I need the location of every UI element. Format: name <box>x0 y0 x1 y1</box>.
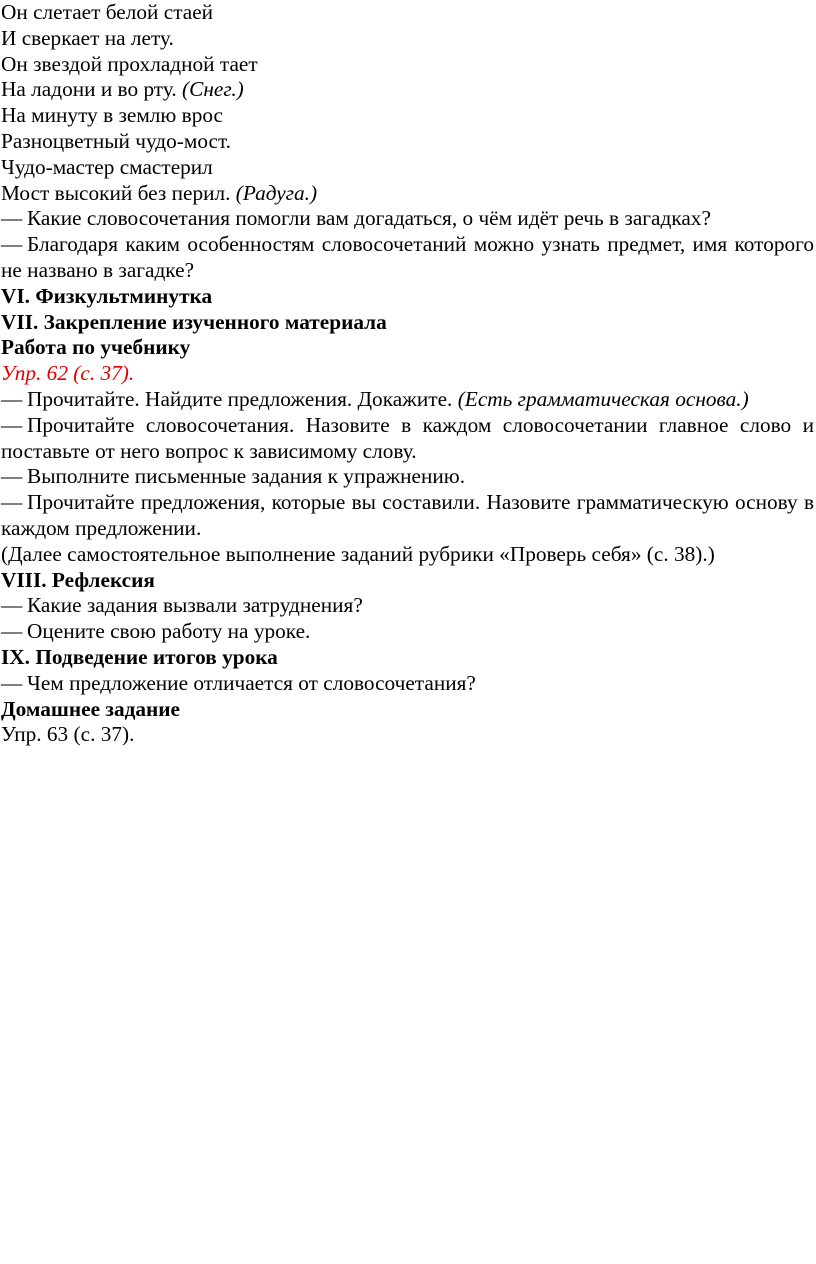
dash: — <box>1 619 23 644</box>
task-text: Прочитайте предложения, которые вы составили. Назовите грамматическую основу в каждом предложении. <box>1 490 814 540</box>
task-paragraph <box>1 490 814 542</box>
poem-line-text: На ладони и во рту. <box>1 77 177 102</box>
section-heading-7: VII. Закрепление изученного материала <box>1 309 387 334</box>
dash: — <box>1 232 23 257</box>
dash: — <box>1 464 23 489</box>
section-heading-6: VI. Физкультминутка <box>1 283 213 308</box>
poem-line: Чудо-мастер смастерил <box>1 154 213 179</box>
question-paragraph <box>1 232 814 284</box>
task-note: (Есть грамматическая основа.) <box>457 386 749 411</box>
riddle-answer: (Снег.) <box>182 77 244 102</box>
section-heading-9: IX. Подведение итогов урока <box>1 644 278 669</box>
task-paragraph <box>1 413 814 465</box>
textbook-heading: Работа по учебнику <box>1 335 191 360</box>
poem-line-text: Мост высокий без перил. <box>1 180 231 205</box>
dash: — <box>1 593 23 618</box>
question-text: Благодаря каким особенностям словосочетаний можно узнать предмет, имя которого не названо в загадке? <box>1 232 814 282</box>
dash: — <box>1 490 23 515</box>
summary-text: Чем предложение отличается от словосочетания? <box>27 670 476 695</box>
riddle-answer: (Радуга.) <box>235 180 318 205</box>
homework-heading: Домашнее задание <box>1 696 181 721</box>
poem-line <box>1 181 814 207</box>
poem-line: На минуту в землю врос <box>1 103 223 128</box>
reflection-line <box>1 619 814 645</box>
poem-line: Он слетает белой стаей <box>1 0 214 24</box>
poem-line: Разноцветный чудо-мост. <box>1 128 232 153</box>
task-line <box>1 387 814 413</box>
poem-line: И сверкает на лету. <box>1 25 174 50</box>
task-text: Прочитайте словосочетания. Назовите в каждом словосочетании главное слово и поставьте от него вопрос к зависимому слову. <box>1 412 814 463</box>
task-text: Выполните письменные задания к упражнению. <box>27 464 466 489</box>
reflection-line <box>1 593 814 619</box>
dash: — <box>1 412 23 437</box>
task-line <box>1 464 814 490</box>
question-line <box>1 206 814 232</box>
task-text: Прочитайте. Найдите предложения. Докажите. <box>27 386 453 411</box>
poem-line: Он звездой прохладной тает <box>1 51 258 76</box>
homework-text: Упр. 63 (с. 37). <box>1 722 135 747</box>
summary-line <box>1 671 814 697</box>
question-text: Какие словосочетания помогли вам догадаться, о чём идёт речь в загадках? <box>27 206 711 231</box>
exercise-reference: Упр. 62 (с. 37). <box>1 361 135 386</box>
dash: — <box>1 670 23 695</box>
dash: — <box>1 386 23 411</box>
poem-line <box>1 77 814 103</box>
reflection-text: Какие задания вызвали затруднения? <box>27 593 363 618</box>
dash: — <box>1 206 23 231</box>
reflection-text: Оцените свою работу на уроке. <box>27 619 311 644</box>
section-heading-8: VIII. Рефлексия <box>1 567 155 592</box>
self-check-note: (Далее самостоятельное выполнение заданий рубрики «Проверь себя» (с. 38).) <box>1 541 715 566</box>
